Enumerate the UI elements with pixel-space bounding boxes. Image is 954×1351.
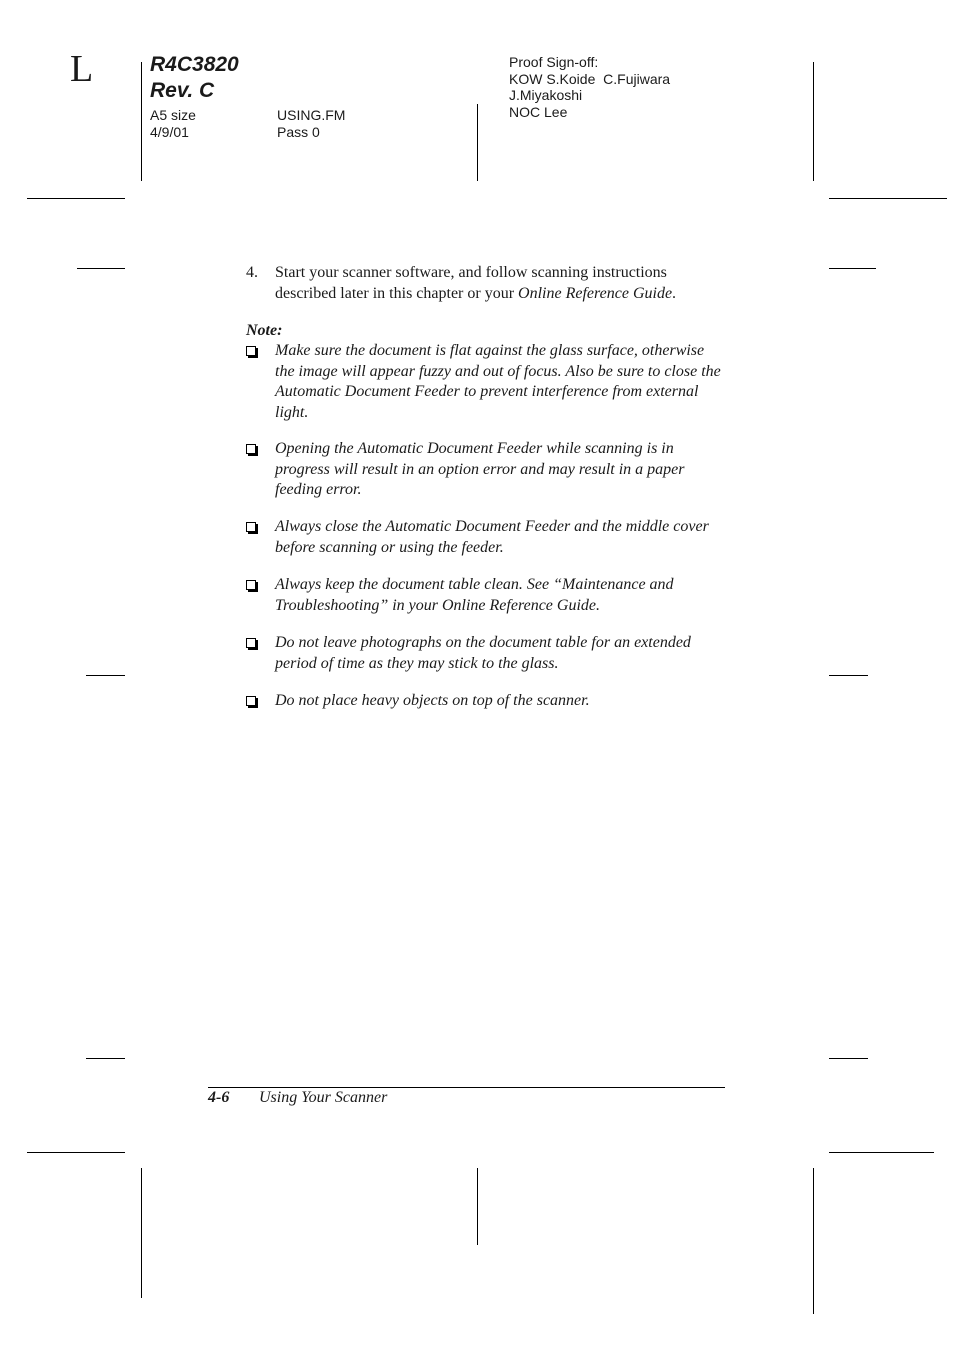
- print-date: 4/9/01: [150, 123, 189, 140]
- crop-mark: [829, 1058, 868, 1059]
- page-side-mark: L: [70, 48, 94, 90]
- checkbox-bullet-icon: [246, 444, 256, 454]
- crop-mark: [141, 62, 142, 181]
- note-item: [246, 439, 726, 501]
- pass-number: Pass 0: [277, 123, 320, 140]
- note-item: [246, 633, 726, 674]
- checkbox-bullet-icon: [246, 696, 256, 706]
- proof-title: Proof Sign-off:: [509, 54, 599, 70]
- step-item: [246, 262, 726, 304]
- crop-mark: [477, 1168, 478, 1245]
- page-number: 4-6: [208, 1089, 230, 1106]
- file-pass-block: [277, 107, 345, 140]
- step-text: Start your scanner software, and follow scanning instructions described later in this chapter or your Online Reference Guide.: [275, 264, 677, 302]
- model-number: R4C3820: [150, 53, 239, 76]
- crop-mark: [829, 675, 868, 676]
- guide-reference: Online Reference Guide: [518, 285, 673, 302]
- checkbox-bullet-icon: [246, 638, 256, 648]
- crop-mark: [813, 1168, 814, 1314]
- step-number: 4.: [246, 264, 258, 281]
- note-item: [246, 517, 726, 558]
- file-name: USING.FM: [277, 107, 346, 123]
- crop-mark: [27, 198, 125, 199]
- revision-label: Rev. C: [150, 79, 215, 102]
- crop-mark: [86, 1058, 125, 1059]
- note-item: [246, 691, 726, 712]
- note-text: Do not place heavy objects on top of the scanner.: [275, 692, 590, 709]
- checkbox-bullet-icon: [246, 580, 256, 590]
- chapter-title: Using Your Scanner: [259, 1089, 388, 1106]
- checkbox-bullet-icon: [246, 522, 256, 532]
- note-item: [246, 575, 726, 616]
- note-text: Always keep the document table clean. See “Maintenance and Troubleshooting” in your Online Reference Guide.: [275, 576, 674, 614]
- crop-mark: [77, 268, 125, 269]
- footer-rule: [208, 1087, 725, 1088]
- crop-mark: [829, 198, 947, 199]
- model-block: [150, 52, 239, 104]
- crop-mark: [829, 1152, 934, 1153]
- crop-mark: [141, 1168, 142, 1298]
- crop-mark: [86, 675, 125, 676]
- note-label: Note:: [246, 322, 283, 339]
- note-text: Do not leave photographs on the document table for an extended period of time as they may stick to the glass.: [275, 634, 691, 672]
- crop-mark: [813, 62, 814, 181]
- proof-names: KOW S.Koide C.Fujiwara: [509, 70, 671, 87]
- crop-mark: [27, 1152, 125, 1153]
- crop-mark: [477, 104, 478, 181]
- note-item: [246, 341, 726, 423]
- note-text: Opening the Automatic Document Feeder while scanning is in progress will result in an option error and may result in a paper feeding error.: [275, 440, 685, 498]
- page-size: A5 size: [150, 107, 196, 123]
- note-text: Make sure the document is flat against the glass surface, otherwise the image will appear fuzzy and out of focus. Also be sure to close the Automatic Document Feeder to prevent interference from external light.: [275, 342, 721, 421]
- checkbox-bullet-icon: [246, 346, 256, 356]
- crop-mark: [829, 268, 876, 269]
- proof-signoff-block: [509, 54, 670, 120]
- note-text: Always close the Automatic Document Feeder and the middle cover before scanning or using the feeder.: [275, 518, 709, 556]
- proof-names: NOC Lee: [509, 103, 568, 120]
- size-date-block: [150, 107, 196, 140]
- proof-names: J.Miyakoshi: [509, 87, 583, 103]
